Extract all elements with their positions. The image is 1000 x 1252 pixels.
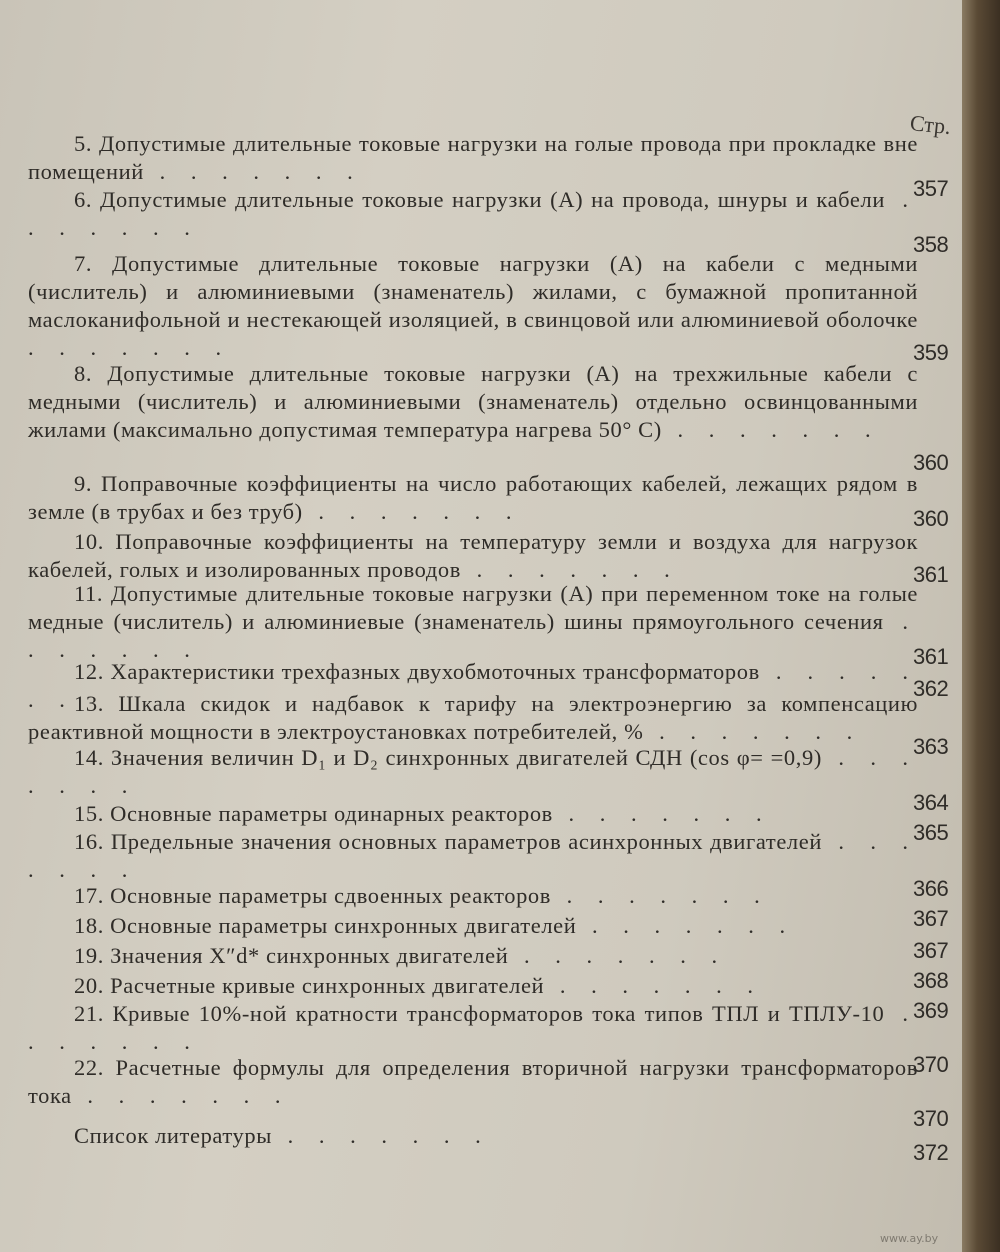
toc-entry-title: 16. Предельные значения основных параметров асинхронных двигателей . . . . . . . [28,829,919,882]
toc-entry [28,828,918,884]
leader-dots: . . . . . . . [271,1123,491,1148]
toc-entry [28,580,918,664]
toc-entry [28,528,918,584]
page-column-header: Стр. [908,109,953,140]
toc-entry [28,744,918,800]
toc-page-number: 366 [913,876,949,901]
leader-dots: . . . . . . . [28,609,918,662]
toc-page-number: 370 [913,1106,949,1131]
toc-entry-title: 14. Значения величин D₁ и D₂ синхронных двигателей СДН (cos φ= =0,9) . . . . . . . [28,745,919,798]
toc-page-number: 359 [913,340,949,365]
toc-entry [28,882,918,910]
toc-entry [28,1122,918,1150]
toc-page-number: 361 [913,562,949,587]
leader-dots: . . . . . . . [576,913,796,938]
toc-page-number: 364 [913,790,949,815]
toc-entry-title: 15. Основные параметры одинарных реакторов . . . . . . . [74,801,772,826]
toc-entry-title: 13. Шкала скидок и надбавок к тарифу на электроэнергию за компенсацию реактивной мощности в электроустановках потребителей, % . . . . . . . [28,691,918,744]
toc-entry-title: 8. Допустимые длительные токовые нагрузки (А) на трехжильные кабели с медными (числитель) и алюминиевыми (знаменатель) отдельно освинцованными жилами (максимально допустимая температура нагрева 50° С) . . . . . . . [28,361,918,442]
toc-entry-title: 19. Значения X″d* синхронных двигателей . . . . . . . [74,943,728,968]
leader-dots: . . . . . . . [28,745,919,798]
toc-entry-title: 11. Допустимые длительные токовые нагрузки (А) при переменном токе на голые медные (числитель) и алюминиевые (знаменатель) шины прямоугольного сечения . . . . . . . [28,581,918,662]
toc-entry [28,130,918,186]
leader-dots: . . . . . . . [552,801,772,826]
toc-entry [28,690,918,746]
toc-page-number: 360 [913,506,949,531]
toc-entry [28,972,918,1000]
toc-page-number: 367 [913,906,949,931]
toc-page-number: 369 [913,998,949,1023]
toc-entry [28,1000,918,1056]
toc-entry [28,800,918,828]
toc-entry [28,250,918,362]
toc-entry-title: 12. Характеристики трехфазных двухобмоточных трансформаторов . . . . . . . [28,659,919,712]
toc-page-number: 365 [913,820,949,845]
watermark: www.ay.by [880,1232,939,1245]
toc-entry-title: 6. Допустимые длительные токовые нагрузки (А) на провода, шнуры и кабели . . . . . . . [28,187,919,240]
toc-entry [28,1054,918,1110]
toc-page-number: 372 [913,1140,949,1165]
toc-entry-title: 20. Расчетные кривые синхронных двигателей . . . . . . . [74,973,763,998]
book-spine [962,0,1000,1252]
leader-dots: . . . . . . . [508,943,728,968]
leader-dots: . . . . . . . [544,973,763,998]
leader-dots: . . . . . . . [28,659,919,712]
toc-entry [28,186,918,242]
toc-page-number: 358 [913,232,949,257]
toc-entry-title: 22. Расчетные формулы для определения вторичной нагрузки трансформаторов тока . . . . . . . [28,1055,918,1108]
toc-entry [28,942,918,970]
toc-entry-title: 9. Поправочные коэффициенты на число работающих кабелей, лежащих рядом в земле (в трубах и без труб) . . . . . . . [28,471,918,524]
toc-page-number: 360 [913,450,949,475]
leader-dots: . . . . . . . [28,1001,919,1054]
toc-entry [28,470,918,526]
leader-dots: . . . . . . . [460,557,680,582]
toc-entry-title: 18. Основные параметры синхронных двигателей . . . . . . . [74,913,796,938]
toc-entry-title: Список литературы . . . . . . . [74,1123,491,1148]
toc-entry-title: 10. Поправочные коэффициенты на температуру земли и воздуха для нагрузок кабелей, голых и изолированных проводов . . . . . . . [28,529,918,582]
toc-page-number: 370 [913,1052,949,1077]
toc-page-number: 361 [913,644,949,669]
leader-dots: . . . . . . . [28,187,919,240]
leader-dots: . . . . . . . [643,719,863,744]
leader-dots: . . . . . . . [143,159,363,184]
toc-entry-title: 5. Допустимые длительные токовые нагрузки на голые провода при прокладке вне помещений . . . . . . . [28,131,918,184]
leader-dots: . . . . . . . [551,883,770,908]
leader-dots: . . . . . . . [71,1083,291,1108]
toc-page-number: 357 [913,176,949,201]
toc-page-number: 368 [913,968,949,993]
leader-dots: . . . . . . . [302,499,522,524]
toc-entry-title: 17. Основные параметры сдвоенных реакторов . . . . . . . [74,883,770,908]
toc-entry [28,912,918,940]
toc-entry [28,360,918,444]
toc-entry-title: 21. Кривые 10%-ной кратности трансформаторов тока типов ТПЛ и ТПЛУ-10 . . . . . . . [28,1001,919,1054]
leader-dots: . . . . . . . [28,829,919,882]
toc-page-number: 367 [913,938,949,963]
toc-entry-title: 7. Допустимые длительные токовые нагрузки (А) на кабели с медными (числитель) и алюминиевыми (знаменатель) жилами, с бумажной пропитанной маслоканифольной и нестекающей изоляцией, в свинцовой или алюминиевой оболочке . . . . . . . [28,251,918,360]
leader-dots: . . . . . . . [661,417,881,442]
toc-page-number: 363 [913,734,949,759]
leader-dots: . . . . . . . [28,335,232,360]
toc-page-number: 362 [913,676,949,701]
